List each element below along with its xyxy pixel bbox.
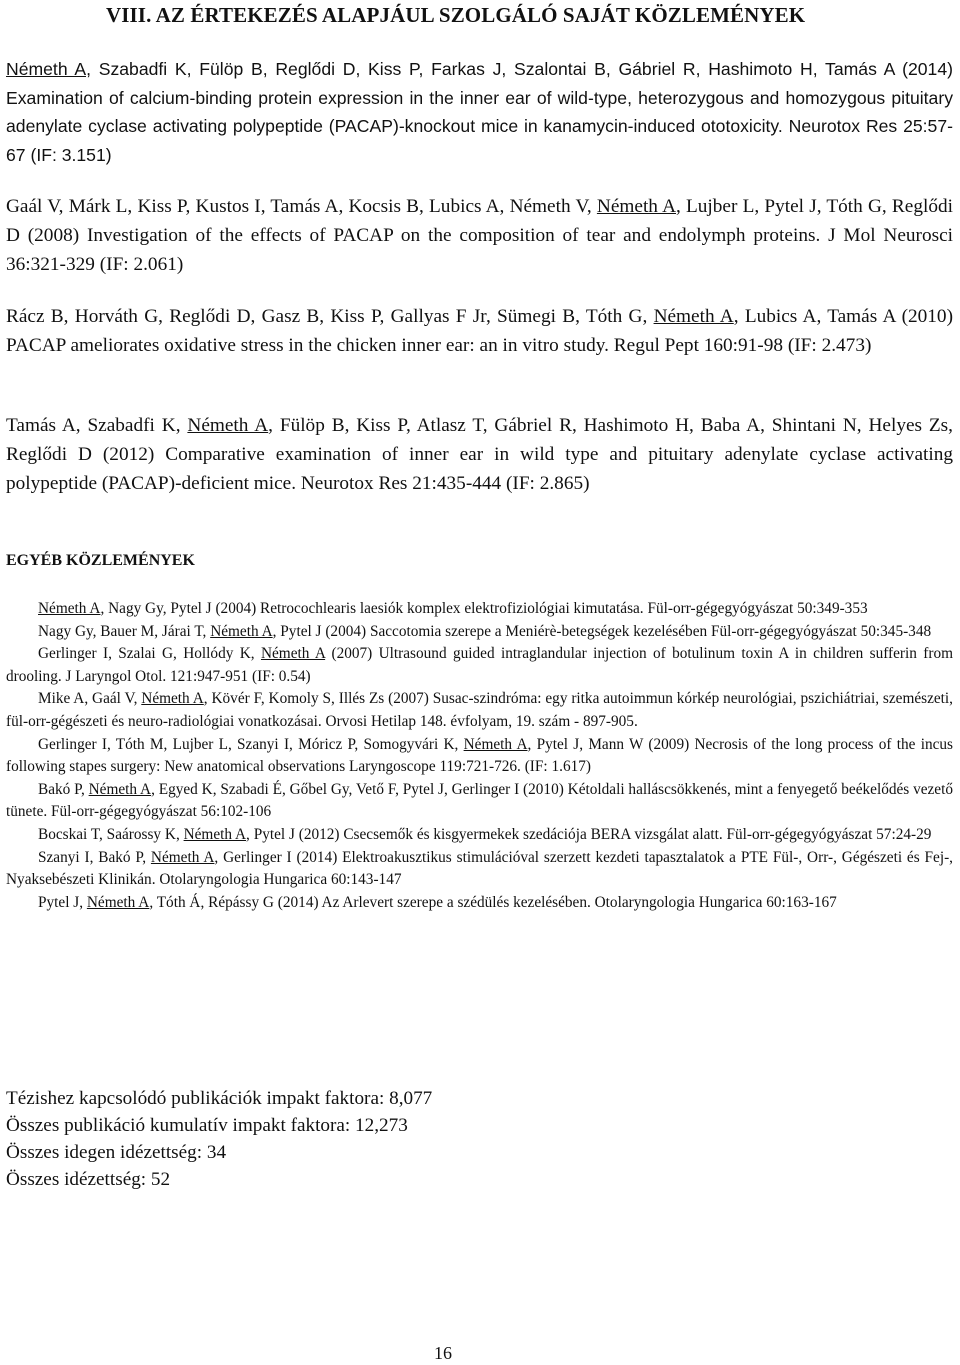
summary-total-citations: Összes idézettség: 52 [6,1169,171,1190]
pub-rest: , Tóth Á, Répássy G (2014) Az Arlevert szerepe a szédülés kezelésében. Otolaryngologia Hungarica 60:163-167 [149,893,837,911]
main-publication-4 [6,411,953,498]
pub-own-author: Németh A [86,893,150,911]
other-publications-list [6,598,953,914]
summary-independent-citations: Összes idegen idézettség: 34 [6,1142,227,1163]
pub-own-author: Németh A [38,600,101,617]
summary-thesis-impact-factor: Tézishez kapcsolódó publikációk impakt faktora: 8,077 [6,1088,433,1109]
other-publication-9 [6,892,953,915]
pub-rest: , Gerlinger I (2014) Elektroakusztikus stimulációval szerzett kezdeti tapasztalatok a PTE Fül-, Orr-, Gégészeti és Fej-, Nyaksebészeti Klinikán. Otolaryngologia Hungarica 60:143-147 [6,848,953,889]
impact-summary [6,1085,432,1193]
pub-authors-before: Gerlinger I, Tóth M, Lujber L, Szanyi I, Móricz P, Somogyvári K, [38,735,464,753]
pub-rest: , Kövér F, Komoly S, Illés Zs (2007) Susac-szindróma: egy ritka autoimmun kórkép neurológiai, pszichiátriai, szemészeti, fül-orr-gégészeti és neuro-radiológiai vonatkozásai. Orvosi Hetilap 148. évfolyam, 19. szám - 897-905. [6,690,953,730]
pub-authors-before: Mike A, Gaál V, [38,690,142,708]
main-publication-1 [6,55,953,169]
pub-authors-before: Gerlinger I, Szalai G, Hollódy K, [38,645,261,663]
pub-rest: , Fülöp B, Kiss P, Atlasz T, Gábriel R, Hashimoto H, Baba A, Shintani N, Helyes Zs, Reglődi D (2012) Comparative examination of inner ear in wild type and pituitary adenylate cyclase activating polypeptide (PACAP)-deficient mice. Neurotox Res 21:435-444 (IF: 2.865) [6,415,953,494]
pub-authors-before: Nagy Gy, Bauer M, Járai T, [38,622,211,640]
other-publication-4 [6,688,953,733]
pub-rest: , Nagy Gy, Pytel J (2004) Retrocochlearis laesiók komplex elektrofiziológiai kimutatása. Fül-orr-gégegyógyászat 50:349-353 [100,600,868,617]
other-publication-2 [6,621,953,644]
pub-authors-before: Tamás A, Szabadfi K, [6,415,188,436]
section-heading: VIII. AZ ÉRTEKEZÉS ALAPJÁUL SZOLGÁLÓ SAJÁT KÖZLEMÉNYEK [106,3,806,27]
other-publication-5 [6,734,953,779]
other-publication-6 [6,779,953,824]
summary-cumulative-impact-factor: Összes publikáció kumulatív impakt faktora: 12,273 [6,1115,408,1136]
pub-own-author: Németh A [210,622,273,640]
pub-authors-before: Rácz B, Horváth G, Reglődi D, Gasz B, Kiss P, Gallyas F Jr, Sümegi B, Tóth G, [6,306,654,327]
pub-rest: , Pytel J, Mann W (2009) Necrosis of the long process of the incus following stapes surgery: New anatomical observations Laryngoscope 119:721-726. (IF: 1.617) [6,735,953,776]
pub-own-author: Németh A [653,306,734,327]
pub-authors-before: Szanyi I, Bakó P, [38,848,151,866]
pub-own-author: Németh A [183,825,247,843]
pub-authors-before: Pytel J, [38,893,87,911]
page-number: 16 [434,1343,452,1363]
other-publication-8 [6,847,953,892]
main-publication-3 [6,302,953,360]
pub-authors-before: Bocskai T, Saárossy K, [38,825,184,843]
pub-own-author: Németh A [596,196,676,217]
other-publication-7 [6,824,953,847]
pub-rest: , Lujber L, Pytel J, Tóth G, Reglődi D (2008) Investigation of the effects of PACAP on the composition of tear and endolymph proteins. J Mol Neurosci 36:321-329 (IF: 2.061) [6,196,953,275]
pub-rest: , Lubics A, Tamás A (2010) PACAP ameliorates oxidative stress in the chicken inner ear: an in vitro study. Regul Pept 160:91-98 (IF: 2.473) [6,306,953,356]
pub-rest: (2007) Ultrasound guided intraglandular injection of botulinum toxin A in children sufferin from drooling. J Laryngol Otol. 121:947-951 (IF: 0.54) [6,645,954,685]
other-publication-1 [6,598,953,621]
pub-own-author: Németh A [88,780,152,798]
pub-rest: Szabadfi K, Fülöp B, Reglődi D, Kiss P, Farkas J, Szalontai B, Gábriel R, Hashimoto H, Tamás A (2014) Examination of calcium-binding protein expression in the inner ear of wild-type, heterozygous and homozygous pituitary adenylate cyclase activating polypeptide (PACAP)-knockout mice in kanamycin-induced ototoxicity. Neurotox Res 25:57-67 (IF: 3.151) [6,59,953,165]
pub-own-author: Németh A [187,415,269,436]
pub-own-author: Németh A, [6,59,91,79]
pub-authors-before: Gaál V, Márk L, Kiss P, Kustos I, Tamás A, Kocsis B, Lubics A, Németh V, [6,196,597,217]
pub-own-author: Németh A [463,735,528,753]
pub-own-author: Németh A [150,848,215,866]
other-publication-3 [6,643,953,688]
pub-own-author: Németh A [141,690,204,708]
pub-own-author: Németh A [260,645,326,663]
pub-rest: , Pytel J (2012) Csecsemők és kisgyermekek szedációja BERA vizsgálat alatt. Fül-orr-gégegyógyászat 57:24-29 [246,825,932,843]
pub-rest: , Egyed K, Szabadi É, Gőbel Gy, Vető F, Pytel J, Gerlinger I (2010) Kétoldali halláscsökkenés, mint a fenyegető beékelődés vezető tünete. Fül-orr-gégegyógyászat 56:102-106 [6,780,953,821]
pub-authors-before: Bakó P, [38,780,89,798]
main-publication-2 [6,192,953,279]
other-publications-heading: EGYÉB KÖZLEMÉNYEK [6,552,195,569]
pub-rest: , Pytel J (2004) Saccotomia szerepe a Meniérè-betegségek kezelésében Fül-orr-gégegyógyászat 50:345-348 [272,622,932,640]
